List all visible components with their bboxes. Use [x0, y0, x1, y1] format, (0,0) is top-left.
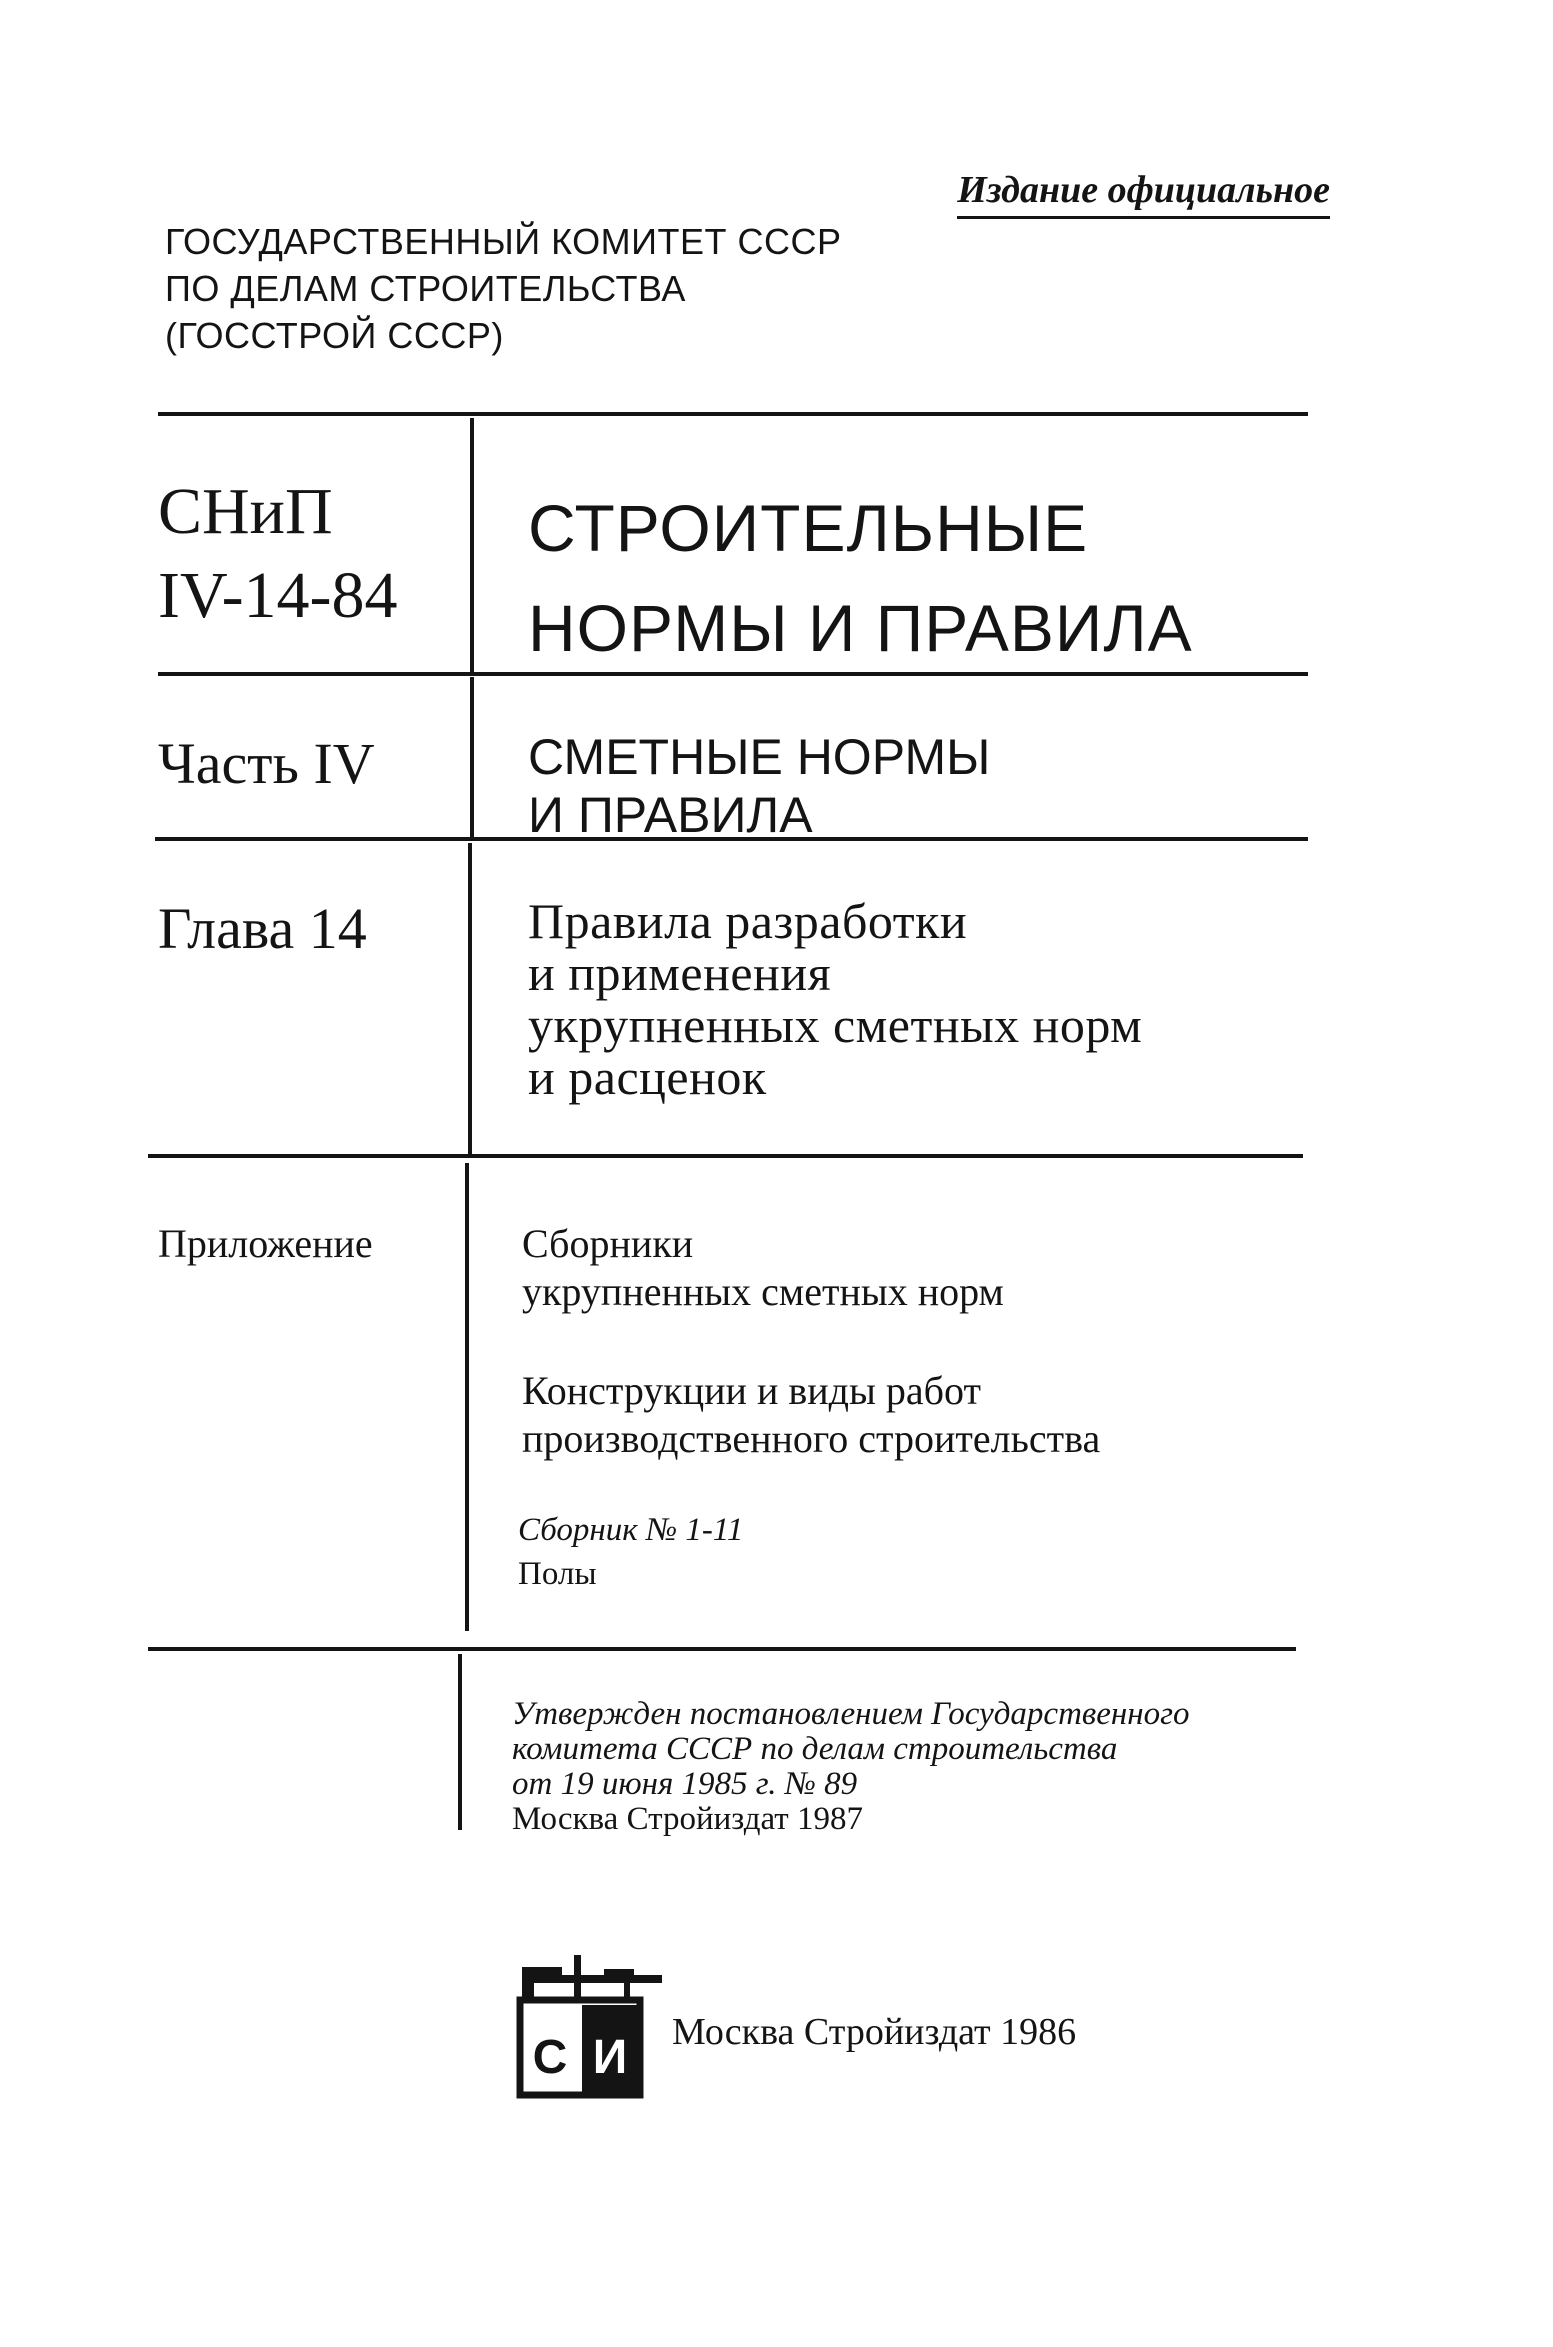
- collection-title: [518, 1508, 743, 1596]
- works-title-line: Конструкции и виды работ: [522, 1368, 981, 1413]
- column-divider: [468, 843, 472, 1154]
- approval-line: Утвержден постановлением Государственного: [512, 1696, 1190, 1732]
- chapter-title-line: Правила разработки: [528, 893, 968, 949]
- part-title: [528, 728, 990, 844]
- crane-logo-icon: [512, 1955, 662, 2100]
- column-divider: [465, 1163, 469, 1631]
- approval-note: [512, 1697, 1189, 1837]
- logo-letter-s: С: [532, 2031, 568, 2084]
- chapter-title-line: укрупненных сметных норм: [528, 997, 1143, 1053]
- appendix-title-line: укрупненных сметных норм: [522, 1269, 1004, 1314]
- logo-letter-i: И: [592, 2031, 628, 2084]
- code-line: IV-14-84: [158, 559, 398, 632]
- appendix-title-line: Сборники: [522, 1221, 694, 1266]
- chapter-title: [528, 895, 1142, 1103]
- column-divider: [470, 418, 474, 672]
- agency-line: ГОСУДАРСТВЕННЫЙ КОМИТЕТ СССР: [165, 221, 842, 262]
- approval-line: от 19 июня 1985 г. № 89: [512, 1766, 858, 1802]
- part-title-line: СМЕТНЫЕ НОРМЫ: [528, 729, 991, 785]
- approval-line: Москва Стройиздат 1987: [512, 1801, 863, 1837]
- chapter-title-line: и расценок: [528, 1049, 767, 1105]
- appendix-title: [522, 1220, 1004, 1316]
- works-title: [522, 1367, 1100, 1463]
- main-title: [528, 478, 1193, 678]
- publisher-logo: [512, 1955, 662, 2100]
- chapter-label: Глава 14: [158, 896, 367, 961]
- divider: [148, 1647, 1296, 1651]
- approval-line: комитета СССР по делам строительства: [512, 1731, 1118, 1767]
- chapter-title-line: и применения: [528, 945, 832, 1001]
- collection-name: Полы: [518, 1556, 597, 1592]
- column-divider: [470, 677, 474, 837]
- divider: [148, 1154, 1303, 1158]
- publisher-imprint: Москва Стройиздат 1986: [672, 2011, 1077, 2053]
- code-line: СНиП: [158, 475, 333, 548]
- edition-mark: Издание официальное: [957, 168, 1330, 219]
- divider: [158, 412, 1308, 416]
- part-label: Часть IV: [158, 731, 375, 796]
- main-title-line: СТРОИТЕЛЬНЫЕ: [528, 491, 1089, 565]
- main-title-line: НОРМЫ И ПРАВИЛА: [528, 591, 1193, 665]
- agency-heading: [165, 218, 842, 359]
- part-title-line: И ПРАВИЛА: [528, 787, 813, 843]
- works-title-line: производственного строительства: [522, 1416, 1101, 1461]
- agency-line: ПО ДЕЛАМ СТРОИТЕЛЬСТВА: [165, 268, 686, 309]
- document-code: [158, 470, 398, 638]
- column-divider: [458, 1654, 462, 1830]
- agency-line: (ГОССТРОЙ СССР): [165, 315, 504, 356]
- collection-number: Сборник № 1-11: [518, 1512, 744, 1548]
- appendix-label: Приложение: [158, 1221, 373, 1266]
